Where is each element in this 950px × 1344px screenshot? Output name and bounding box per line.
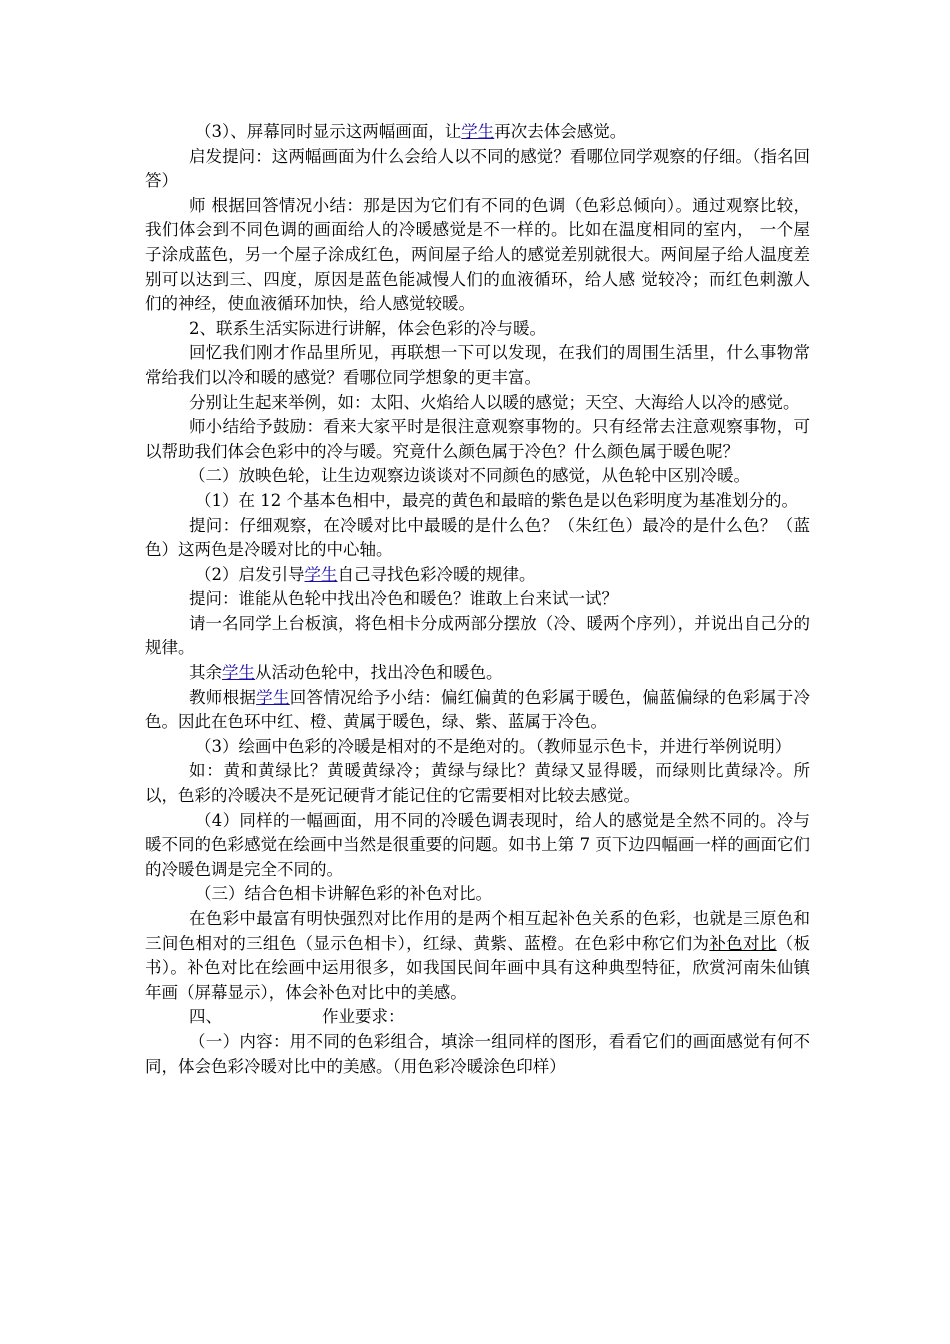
paragraph-homework: （一）内容：用不同的色彩组合，填涂一组同样的图形，看看它们的画面感觉有何不同，体会色彩冷暖对比中的美感。（用色彩冷暖涂色印样）: [145, 1031, 810, 1076]
paragraph-screen-display: （3）、屏幕同时显示这两幅画面，让学生再次去体会感觉。: [195, 122, 627, 141]
complementary-term: 补色对比: [709, 933, 777, 953]
student-link[interactable]: 学生: [222, 663, 255, 683]
paragraph-relative-warmth: （3）绘画中色彩的冷暖是相对的不是绝对的。（教师显示色卡，并进行举例说明）: [195, 736, 792, 756]
paragraph-question: 启发提问：这两幅画面为什么会给人以不同的感觉？看哪位同学观察的仔细。（指名回答）: [145, 146, 810, 191]
paragraph-other-students: 其余学生从活动色轮中，找出冷色和暖色。: [189, 663, 503, 683]
document-body: [145, 120, 810, 1079]
student-link[interactable]: 学生: [256, 687, 290, 707]
student-link[interactable]: 学生: [304, 564, 338, 584]
paragraph-yellow-green: 如：黄和黄绿比？黄暖黄绿冷；黄绿与绿比？黄绿又显得暖，而绿则比黄绿冷。所以，色彩的冷暖决不是死记硬背才能记住的它需要相对比较去感觉。: [145, 761, 810, 806]
paragraph-complementary: 在色彩中最富有明快强烈对比作用的是两个相互起补色关系的色彩，也就是三原色和三间色相对的三组色（显示色相卡），红绿、黄紫、蓝橙。在色彩中称它们为补色对比（板书）。补色对比在绘画中运用很多，如我国民间年画中具有这种典型特征，欣赏河南朱仙镇年画（屏幕显示），体会补色对比中的美感。: [145, 909, 811, 1002]
paragraph-section-2: 2、联系生活实际进行讲解，体会色彩的冷与暖。: [189, 318, 546, 338]
paragraph-guide-students: （2）启发引导学生自己寻找色彩冷暖的规律。: [195, 564, 536, 584]
paragraph-same-picture: （4）同样的一幅画面，用不同的冷暖色调表现时，给人的感觉是全然不同的。冷与暖不同的色彩感觉在绘画中当然是很重要的问题。如书上第 7 页下边四幅画一样的画面它们的冷暖色调是完全不同的。: [145, 810, 810, 879]
paragraph-section-3: （三）结合色相卡讲解色彩的补色对比。: [195, 884, 492, 904]
paragraph-warmest-coldest: 提问：仔细观察，在冷暖对比中最暖的是什么色？（朱红色）最冷的是什么色？（蓝色）这两色是冷暖对比的中心轴。: [145, 515, 810, 560]
paragraph-12-hues: （1）在 12 个基本色相中，最亮的黄色和最暗的紫色是以色彩明度为基准划分的。: [195, 490, 798, 510]
paragraph-teacher-conclusion: 教师根据学生回答情况给予小结：偏红偏黄的色彩属于暖色，偏蓝偏绿的色彩属于冷色。因此在色环中红、橙、黄属于暖色，绿、紫、蓝属于冷色。: [145, 687, 811, 732]
student-link[interactable]: 学生: [461, 122, 495, 141]
paragraph-who-can: 提问：谁能从色轮中找出冷色和暖色？谁敢上台来试一试？: [189, 589, 618, 609]
paragraph-color-wheel: （二）放映色轮，让生边观察边谈谈对不同颜色的感觉，从色轮中区别冷暖。: [189, 466, 750, 486]
paragraph-encouragement: 师小结给予鼓励：看来大家平时是很注意观察事物的。只有经常去注意观察事物，可以帮助我们体会色彩中的冷与暖。究竟什么颜色属于冷色？什么颜色属于暖色呢？: [145, 417, 810, 461]
paragraph-teacher-summary: 师 根据回答情况小结：那是因为它们有不同的色调（色彩总倾向）。通过观察比较，我们体会到不同色调的画面给人的冷暖感觉是不一样的。比如在温度相同的室内， 一个屋子涂成蓝色，另一个屋子涂成红色，两间屋子给人的感觉差别就很大。两间屋子给人温度差别可以达到三、四度，原因是蓝色能减慢人们的血液循环，给人感 觉较冷；而红色刺激人们的神经，使血液循环加快，给人感觉较暖。: [145, 195, 810, 314]
paragraph-examples: 分别让生起来举例，如：太阳、火焰给人以暖的感觉；天空、大海给人以冷的感觉。: [189, 392, 800, 412]
paragraph-section-4: 四、 作业要求：: [189, 1007, 405, 1027]
paragraph-recall: 回忆我们刚才作品里所见，再联想一下可以发现，在我们的周围生活里，什么事物常常给我们以冷和暖的感觉？看哪位同学想象的更丰富。: [145, 343, 810, 387]
paragraph-board-demo: 请一名同学上台板演，将色相卡分成两部分摆放（冷、暖两个序列），并说出自己分的规律。: [145, 613, 810, 658]
